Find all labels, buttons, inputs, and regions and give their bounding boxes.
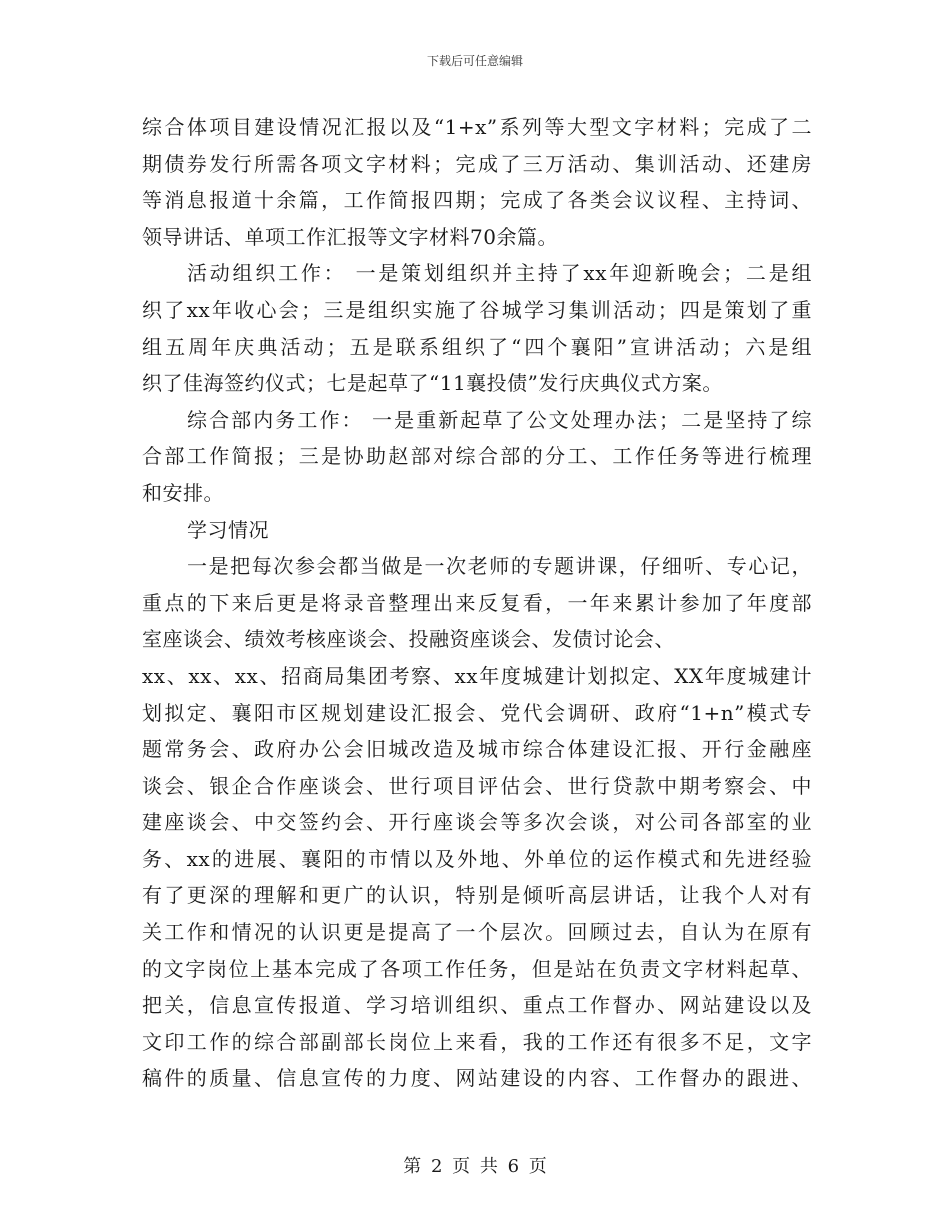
text-line: xx、xx、xx、招商局集团考察、xx年度城建计划拟定、XX年度城建计 (142, 663, 812, 688)
text-line: 组五周年庆典活动；五是联系组织了“四个襄阳”宣讲活动；六是组 (142, 334, 812, 359)
text-line: 的文字岗位上基本完成了各项工作任务，但是站在负责文字材料起草、 (142, 956, 812, 981)
text-line: 领导讲话、单项工作汇报等文字材料70余篇。 (142, 224, 558, 249)
text-line: 综合部内务工作： 一是重新起草了公文处理办法；二是坚持了综 (187, 407, 812, 432)
text-line: 综合体项目建设情况汇报以及“1+x”系列等大型文字材料；完成了二 (142, 115, 812, 139)
text-line: 期债券发行所需各项文字材料；完成了三万活动、集训活动、还建房 (142, 151, 812, 176)
text-line: 文印工作的综合部副部长岗位上来看，我的工作还有很多不足，文字 (142, 1029, 812, 1054)
text-line: 稿件的质量、信息宣传的力度、网站建设的内容、工作督办的跟进、 (142, 1066, 812, 1091)
text-line: 建座谈会、中交签约会、开行座谈会等多次会谈，对公司各部室的业 (142, 810, 812, 835)
page-header: 下载后可任意编辑 (426, 54, 523, 68)
text-line: 活动组织工作： 一是策划组织并主持了xx年迎新晚会；二是组 (187, 261, 812, 286)
text-line: 学习情况 (187, 517, 269, 542)
text-line: 重点的下来后更是将录音整理出来反复看，一年来累计参加了年度部 (142, 590, 812, 615)
text-line: 和安排。 (142, 480, 224, 505)
text-line: 室座谈会、绩效考核座谈会、投融资座谈会、发债讨论会、 (142, 627, 675, 652)
text-line: 合部工作简报；三是协助赵部对综合部的分工、工作任务等进行梳理 (142, 444, 812, 469)
text-line: 务、xx的进展、襄阳的市情以及外地、外单位的运作模式和先进经验 (142, 846, 812, 871)
text-line: 把关，信息宣传报道、学习培训组织、重点工作督办、网站建设以及 (142, 993, 812, 1018)
text-line: 划拟定、襄阳市区规划建设汇报会、党代会调研、政府“1+n”模式专 (142, 700, 812, 725)
text-line: 题常务会、政府办公会旧城改造及城市综合体建设汇报、开行金融座 (142, 737, 812, 762)
text-line: 织了佳海签约仪式；七是起草了“11襄投债”发行庆典仪式方案。 (142, 371, 723, 396)
text-line: 等消息报道十余篇，工作简报四期；完成了各类会议议程、主持词、 (142, 188, 812, 213)
text-line: 一是把每次参会都当做是一次老师的专题讲课，仔细听、专心记， (187, 554, 812, 579)
text-line: 有了更深的理解和更广的认识，特别是倾听高层讲话，让我个人对有 (142, 883, 812, 908)
document-body (142, 109, 812, 1097)
text-line: 谈会、银企合作座谈会、世行项目评估会、世行贷款中期考察会、中 (142, 773, 812, 798)
text-line: 织了xx年收心会；三是组织实施了谷城学习集训活动；四是策划了重 (142, 297, 812, 322)
page-footer: 第 2 页 共 6 页 (403, 1156, 547, 1177)
text-line: 关工作和情况的认识更是提高了一个层次。回顾过去，自认为在原有 (142, 920, 812, 945)
